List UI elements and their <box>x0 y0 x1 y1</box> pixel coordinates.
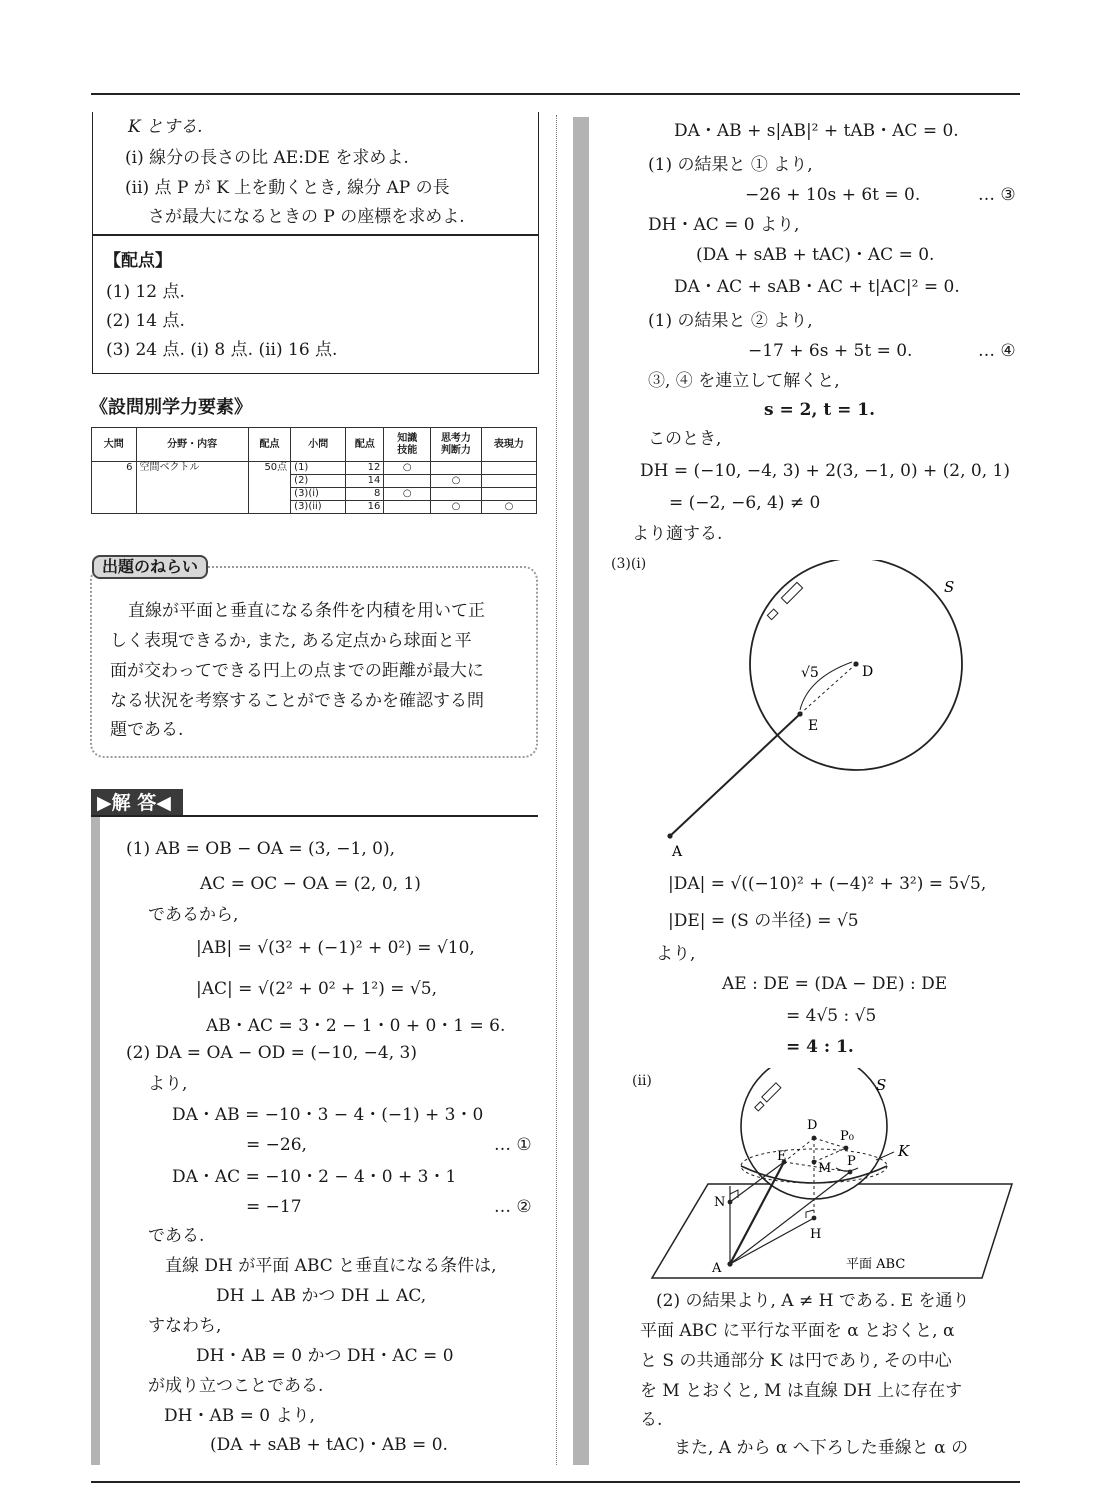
point-h <box>812 1216 817 1221</box>
ans-left-3: |AB| = √(3² + (−1)² + 0²) = √10, <box>196 938 475 958</box>
ans-right-27: また, A から α へ下ろした垂線と α の <box>674 1438 969 1458</box>
ans-right-17: より, <box>656 944 696 964</box>
ans-left-19: (DA + sAB + tAC)・AB = 0. <box>210 1435 448 1455</box>
aim-line-4: なる状況を考察することができるかを確認する問 <box>110 691 484 711</box>
ans-left-13: 直線 DH が平面 ABC と垂直になる条件は, <box>165 1256 497 1276</box>
point-p <box>848 1170 853 1175</box>
point-p0 <box>844 1146 849 1151</box>
score-table-header <box>92 428 537 462</box>
aim-line-1: 直線が平面と垂直になる条件を内積を用いて正 <box>128 601 485 621</box>
points-3: (3) 24 点. (i) 8 点. (ii) 16 点. <box>106 340 338 360</box>
ans-right-24: と S の共通部分 K は円であり, その中心 <box>640 1351 952 1371</box>
label-e: E <box>777 1149 787 1164</box>
cell-pts: 14 <box>346 475 384 488</box>
score-table <box>91 427 537 514</box>
ans-right-4: (DA + sAB + tAC)・AC = 0. <box>696 245 935 265</box>
cell-k: ○ <box>384 462 431 475</box>
label-d: D <box>807 1118 818 1133</box>
column-divider <box>556 115 557 1465</box>
ans-right-20: = 4 : 1. <box>786 1037 854 1057</box>
ans-right-2: −26 + 10s + 6t = 0. <box>745 185 921 205</box>
point-e <box>797 711 802 716</box>
th-expression: 表現力 <box>481 428 536 462</box>
cell-s: ○ <box>431 475 482 488</box>
segment-ae <box>670 714 800 836</box>
ans-right-22: (2) の結果より, A ≠ H である. E を通り <box>656 1291 970 1311</box>
label-sqrt5: √5 <box>801 665 819 681</box>
ans-left-12: である. <box>148 1226 205 1246</box>
ans-right-12: = (−2, −6, 4) ≠ 0 <box>669 493 821 513</box>
point-d <box>853 661 858 666</box>
ans-right-6: (1) の結果と ② より, <box>648 311 813 331</box>
ans-left-7: より, <box>148 1074 188 1094</box>
ans-right-18: AE : DE = (DA − DE) : DE <box>722 974 948 994</box>
cell-sub: (3)(i) <box>291 488 346 501</box>
problem-q2-a: (ii) 点 P が K 上を動くとき, 線分 AP の長 <box>125 178 450 198</box>
label-plane-abc: 平面 ABC <box>846 1257 906 1272</box>
cell-h <box>481 475 536 488</box>
ans-right-25: を M とおくと, M は直線 DH 上に存在す <box>640 1381 963 1401</box>
label-d: D <box>862 664 874 680</box>
ans-left-17: が成り立つことである. <box>148 1376 324 1396</box>
ans-right-21: (ii) <box>632 1073 652 1089</box>
ans-right-16: |DE| = (S の半径) = √5 <box>668 911 859 931</box>
label-p0: P₀ <box>840 1129 854 1144</box>
ans-left-14: DH ⊥ AB かつ DH ⊥ AC, <box>216 1286 427 1306</box>
ans-left-1: AC = OC − OA = (2, 0, 1) <box>200 874 421 894</box>
label-e: E <box>808 718 819 734</box>
figure-sphere-ae-de <box>640 560 980 865</box>
ans-left-2: であるから, <box>148 905 239 925</box>
ans-right-15: |DA| = √((−10)² + (−4)² + 3²) = 5√5, <box>668 874 987 894</box>
ans-right-26: る. <box>640 1410 663 1430</box>
ans-left-0: (1) AB = OB − OA = (3, −1, 0), <box>126 839 396 859</box>
problem-q1: (i) 線分の長さの比 AE:DE を求めよ. <box>125 148 409 168</box>
label-a: A <box>712 1261 722 1276</box>
cell-sub: (2) <box>291 475 346 488</box>
left-answer-bar <box>91 817 100 1465</box>
problem-box-divider <box>93 234 538 236</box>
aim-line-3: 面が交わってできる円上の点までの距離が最大に <box>110 661 484 681</box>
ans-left-18: DH・AB = 0 より, <box>164 1406 315 1426</box>
figure-sphere-plane <box>650 1068 1015 1280</box>
cell-daimon: 6 <box>92 462 137 514</box>
right-answer-bar <box>573 117 589 1465</box>
th-daimon: 大問 <box>92 428 137 462</box>
ans-left-4: |AC| = √(2² + 0² + 1²) = √5, <box>196 979 437 999</box>
eq-mark-2: … ② <box>494 1197 532 1217</box>
cell-pts: 16 <box>346 501 384 514</box>
cell-h: ○ <box>481 501 536 514</box>
cell-s <box>431 462 482 475</box>
th-knowledge: 知識 技能 <box>384 428 431 462</box>
cell-field: 空間ベクトル <box>136 462 248 514</box>
th-sub: 小問 <box>291 428 346 462</box>
ans-left-15: すなわち, <box>148 1316 222 1336</box>
point-a <box>727 1261 732 1266</box>
point-d <box>812 1136 817 1141</box>
ans-right-0: DA・AB + s|AB|² + tAB・AC = 0. <box>674 121 959 141</box>
aim-tag: 出題のねらい <box>92 555 208 579</box>
table-row <box>92 462 537 475</box>
points-1: (1) 12 点. <box>106 282 185 302</box>
label-s: S <box>944 578 955 596</box>
label-k: K <box>898 1142 910 1160</box>
point-a <box>667 833 672 838</box>
ans-right-7: −17 + 6s + 5t = 0. <box>748 341 913 361</box>
point-n <box>728 1200 733 1205</box>
th-pts: 配点 <box>346 428 384 462</box>
ans-left-11: = −17 <box>246 1197 302 1217</box>
ans-left-10: DA・AC = −10・2 − 4・0 + 3・1 <box>172 1167 457 1187</box>
bottom-rule <box>91 1481 1020 1483</box>
ans-right-8: ③, ④ を連立して解くと, <box>648 371 840 391</box>
problem-q2-b: さが最大になるときの P の座標を求めよ. <box>148 207 465 227</box>
ans-right-13: より適する. <box>632 524 723 544</box>
sphere-s <box>741 1068 887 1199</box>
eq-mark-4: … ④ <box>978 341 1016 361</box>
label-a: A <box>672 844 683 860</box>
cell-s: ○ <box>431 501 482 514</box>
points-heading: 【配点】 <box>104 251 172 271</box>
cell-sub: (3)(ii) <box>291 501 346 514</box>
th-field: 分野・内容 <box>136 428 248 462</box>
answer-rule <box>91 815 538 817</box>
ans-left-5: AB・AC = 3・2 − 1・0 + 0・1 = 6. <box>206 1016 506 1036</box>
point-m <box>812 1160 817 1165</box>
ans-right-5: DA・AC + sAB・AC + t|AC|² = 0. <box>674 277 960 297</box>
label-p: P <box>847 1154 856 1169</box>
ans-left-9: = −26, <box>246 1135 307 1155</box>
th-total: 配点 <box>248 428 290 462</box>
ans-right-14: (3)(i) <box>611 556 647 572</box>
label-h: H <box>810 1227 822 1242</box>
label-m: M <box>818 1161 832 1176</box>
th-thinking: 思考力 判断力 <box>431 428 482 462</box>
cell-s <box>431 488 482 501</box>
cell-pts: 8 <box>346 488 384 501</box>
ans-right-19: = 4√5 : √5 <box>786 1006 877 1026</box>
eq-mark-1: … ① <box>494 1135 532 1155</box>
label-s: S <box>876 1076 887 1094</box>
cell-h <box>481 488 536 501</box>
ans-left-8: DA・AB = −10・3 − 4・(−1) + 3・0 <box>172 1105 484 1125</box>
ans-right-1: (1) の結果と ① より, <box>648 155 813 175</box>
problem-line-k: K とする. <box>128 117 203 137</box>
aim-line-5: 題である. <box>110 720 184 740</box>
cell-h <box>481 462 536 475</box>
ans-right-9: s = 2, t = 1. <box>764 400 875 420</box>
ans-right-23: 平面 ABC に平行な平面を α とおくと, α <box>640 1321 955 1341</box>
cell-k <box>384 475 431 488</box>
answer-tag: ▶解 答◀ <box>91 789 183 817</box>
cell-total: 50点 <box>248 462 290 514</box>
ans-right-10: このとき, <box>648 429 722 449</box>
ans-left-6: (2) DA = OA − OD = (−10, −4, 3) <box>126 1043 417 1063</box>
aim-line-2: しく表現できるか, また, ある定点から球面と平 <box>110 631 472 651</box>
points-2: (2) 14 点. <box>106 311 185 331</box>
plane-abc <box>652 1184 1012 1278</box>
cell-k <box>384 501 431 514</box>
cell-k: ○ <box>384 488 431 501</box>
eq-mark-3: … ③ <box>978 185 1016 205</box>
elements-heading: 《設問別学力要素》 <box>90 397 252 418</box>
cell-sub: (1) <box>291 462 346 475</box>
cell-pts: 12 <box>346 462 384 475</box>
top-rule <box>91 93 1020 95</box>
ans-right-3: DH・AC = 0 より, <box>648 215 800 235</box>
highlight-mark <box>767 609 778 620</box>
ans-left-16: DH・AB = 0 かつ DH・AC = 0 <box>196 1346 454 1366</box>
label-n: N <box>714 1195 726 1210</box>
ans-right-11: DH = (−10, −4, 3) + 2(3, −1, 0) + (2, 0, 1) <box>640 461 1010 481</box>
